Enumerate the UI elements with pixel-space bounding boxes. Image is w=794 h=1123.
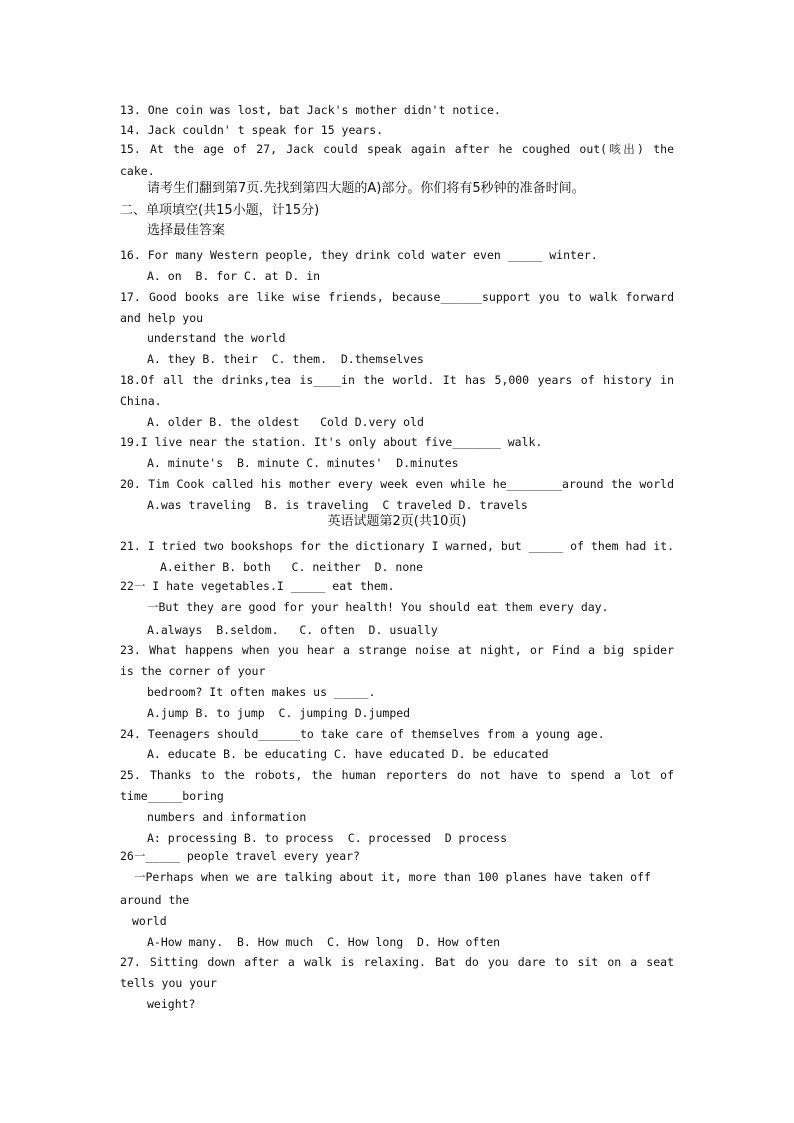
question-24-options: A. educate B. be educating C. have educated D. be educated: [147, 747, 549, 761]
question-21: 21. I tried two bookshops for the dictionary I warned, but _____ of them had it.: [120, 539, 674, 553]
question-22-options: A.always B.seldom. C. often D. usually: [147, 623, 438, 637]
page-footer: 英语试题第2页(共10页): [327, 514, 467, 529]
question-17-options: A. they B. their C. them. D.themselves: [147, 352, 424, 366]
question-27: 27. Sitting down after a walk is relaxing. Bat do you dare to sit on a seat: [120, 955, 674, 969]
question-16: 16. For many Western people, they drink cold water even _____ winter.: [120, 248, 598, 262]
question-24: 24. Teenagers should______to take care of themselves from a young age.: [120, 727, 605, 741]
question-23: 23. What happens when you hear a strange noise at night, or Find a big spider: [120, 643, 674, 657]
question-23-continued: is the corner of your: [120, 664, 266, 678]
instruction-turn-page: 请考生们翻到第7页.先找到第四大题的A)部分。你们将有5秒钟的准备时间。: [147, 181, 585, 196]
question-20: 20. Tim Cook called his mother every week even while he________around the world: [120, 477, 674, 491]
question-19-options: A. minute's B. minute C. minutes' D.minutes: [147, 456, 459, 470]
question-17: 17. Good books are like wise friends, because______support you to walk forward: [120, 290, 674, 304]
question-19: 19.I live near the station. It's only about five_______ walk.: [120, 435, 543, 449]
question-26-continued-2: world: [132, 914, 167, 928]
question-21-options: A.either B. both C. neither D. none: [160, 560, 424, 574]
question-18-options: A. older B. the oldest Cold D.very old: [147, 415, 424, 429]
question-14: 14. Jack couldn' t speak for 15 years.: [120, 123, 384, 137]
question-23-options: A.jump B. to jump C. jumping D.jumped: [147, 706, 411, 720]
question-26-response: 一Perhaps when we are talking about it, more than 100 planes have taken off: [134, 870, 651, 884]
question-27-continued-2: weight?: [147, 997, 196, 1011]
question-13: 13. One coin was lost, bat Jack's mother didn't notice.: [120, 103, 501, 117]
question-15-continued: cake.: [120, 164, 155, 178]
section-heading: 二、单项填空(共15小题，计15分): [120, 203, 320, 218]
question-26-options: A-How many. B. How much C. How long D. How often: [147, 935, 501, 949]
question-25-continued: time_____boring: [120, 789, 224, 803]
question-27-continued: tells you your: [120, 976, 217, 990]
question-17-continued-2: understand the world: [147, 331, 286, 345]
question-22: 22一 I hate vegetables.I _____ eat them.: [120, 579, 395, 593]
question-26: 26一_____ people travel every year?: [120, 849, 360, 863]
question-25-options: A: processing B. to process C. processed D process: [147, 831, 508, 845]
question-17-continued: and help you: [120, 311, 204, 325]
question-18-continued: China.: [120, 394, 162, 408]
section-instruction: 选择最佳答案: [147, 223, 226, 238]
question-23-continued-2: bedroom? It often makes us _____.: [147, 685, 376, 699]
question-25: 25. Thanks to the robots, the human reporters do not have to spend a lot of: [120, 768, 674, 782]
question-26-continued: around the: [120, 893, 190, 907]
question-22-response: 一But they are good for your health! You should eat them every day.: [147, 600, 609, 614]
question-20-options: A.was traveling B. is traveling C traveled D. travels: [147, 498, 528, 512]
question-16-options: A. on B. for C. at D. in: [147, 269, 321, 283]
question-18: 18.Of all the drinks,tea is____in the world. It has 5,000 years of history in: [120, 373, 674, 387]
question-15: 15. At the age of 27, Jack could speak again after he coughed out(咳出) the: [120, 142, 674, 156]
question-25-continued-2: numbers and information: [147, 810, 307, 824]
